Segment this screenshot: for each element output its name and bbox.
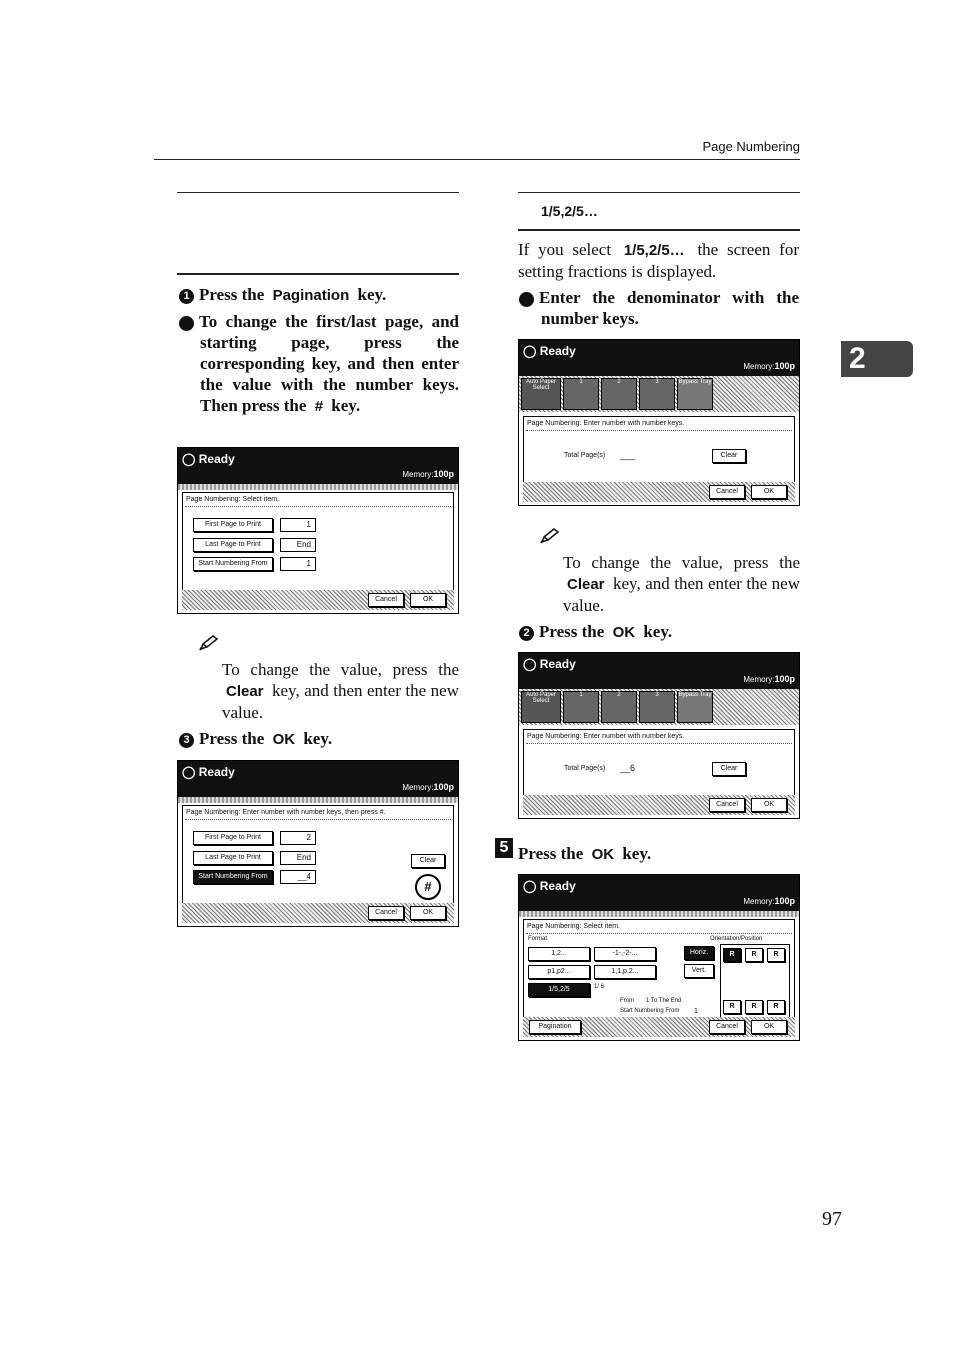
total-pages-value: __6 [620,763,636,773]
tray-3-button[interactable]: 3 [639,378,675,410]
tab-strip [178,484,458,490]
from-value: 1 To The End [646,998,682,1004]
section-title: 1/5,2/5… [541,203,598,219]
ok-button[interactable]: OK [410,906,446,920]
tab-strip [519,911,799,917]
tray-3-button[interactable]: 3 [639,691,675,723]
chapter-tab: 2 [841,341,913,377]
cancel-button[interactable]: Cancel [368,593,404,607]
left-step-1: 1 Press the Pagination key. [179,284,461,306]
format-1-2-button[interactable]: 1,2... [528,947,590,961]
tab-strip [178,797,458,803]
note-pencil-icon [540,528,560,544]
pagination-key-label: Pagination [272,287,350,304]
cancel-button[interactable]: Cancel [709,485,745,499]
first-page-value: 1 [280,518,316,532]
position-top-center[interactable]: R [745,948,763,962]
memory-indicator: Memory:100p [402,469,454,479]
start-numbering-button[interactable]: Start Numbering From [193,870,273,884]
right-step-5: Press the OK key. [518,844,652,863]
status-bar [178,448,458,484]
start-numbering-button[interactable]: Start Numbering From [193,557,273,571]
last-page-button[interactable]: Last Page to Print [193,538,273,552]
ready-status: ◯ Ready [523,657,576,671]
last-page-value: End [280,851,316,865]
left-section-rule-top [177,192,459,193]
ready-status: ◯ Ready [182,765,235,779]
dialog-panel [523,416,795,483]
cancel-button[interactable]: Cancel [709,1020,745,1034]
last-page-button[interactable]: Last Page to Print [193,851,273,865]
ok-button[interactable]: OK [410,593,446,607]
dialog-panel [523,729,795,796]
position-top-right[interactable]: R [767,948,785,962]
dialog-panel [182,492,454,591]
orientation-label: Orientation/Position [710,936,763,942]
tray-2-button[interactable]: 2 [601,378,637,410]
right-step-2: 2 Press the OK key. [519,621,801,643]
running-header: Page Numbering [702,139,800,154]
start-numbering-label: Start Numbering From [620,1008,680,1014]
pagination-button[interactable]: Pagination [529,1020,581,1034]
start-numbering-value: __4 [280,870,316,884]
left-step-2: 2 To change the first/last page, and starting page, press the corresponding key, and then enter the value with the number keys. Then press the # key. [172,312,459,415]
ready-status: ◯ Ready [182,452,235,466]
first-page-button[interactable]: First Page to Print [193,518,273,532]
dialog-title: Page Numbering: Enter number with number keys. [527,733,685,740]
format-p1-button[interactable]: p1,p2... [528,965,590,979]
right-section-rule-top [518,192,800,193]
dialog-title: Page Numbering: Select item. [527,923,620,930]
bypass-tray-button[interactable]: Bypass Tray [677,378,713,410]
status-bar [178,761,458,797]
left-section-rule-bottom [177,273,459,275]
memory-indicator: Memory:100p [402,782,454,792]
from-label: From [620,998,634,1004]
format-p1-1-button[interactable]: 1,1,p.2... [594,965,656,979]
tray-2-button[interactable]: 2 [601,691,637,723]
start-numbering-value: 1 [694,1008,698,1015]
total-pages-label: Total Page(s) [564,452,606,459]
fraction-value: 1/ 6 [594,984,605,990]
clear-button[interactable]: Clear [411,854,445,868]
bypass-tray-button[interactable]: Bypass Tray [677,691,713,723]
memory-indicator: Memory:100p [743,896,795,906]
auto-paper-button[interactable]: Auto Paper Select [521,691,561,723]
horizontal-button[interactable]: Horiz. [684,946,714,960]
paper-tray-row [519,689,799,725]
screen-select-item [177,447,459,614]
screen-total-pages-filled [518,652,800,819]
dialog-title: Page Numbering: Enter number with number keys, then press #. [186,809,386,816]
format-fraction-button[interactable]: 1/5,2/5 [528,983,590,997]
format-label: Format [528,936,548,942]
dialog-panel [182,805,454,904]
format-dash-button[interactable]: -1-,-2-... [594,947,656,961]
left-note-text: To change the value, press the Clear key, and then enter the new value. [222,660,459,722]
right-intro: If you select 1/5,2/5… the screen for setting fractions is displayed. [518,240,799,281]
first-page-button[interactable]: First Page to Print [193,831,273,845]
total-pages-label: Total Page(s) [564,765,606,772]
right-note-text: To change the value, press the Clear key, and then enter the new value. [563,553,800,615]
left-step-3: 3 Press the OK key. [179,728,461,750]
cancel-button[interactable]: Cancel [368,906,404,920]
cancel-button[interactable]: Cancel [709,798,745,812]
header-rule [154,159,800,160]
note-pencil-icon [199,635,219,651]
tray-1-button[interactable]: 1 [563,691,599,723]
screen-total-pages-empty [518,339,800,506]
screen-format-select [518,874,800,1041]
status-bar [519,340,799,376]
hash-key-button[interactable]: # [415,874,441,900]
clear-button[interactable]: Clear [712,449,746,463]
page-number: 97 [822,1208,842,1230]
position-bottom-left[interactable]: R [723,1000,741,1014]
vertical-button[interactable]: Vert. [684,964,714,978]
ready-status: ◯ Ready [523,879,576,893]
last-page-value: End [280,538,316,552]
screen-enter-number [177,760,459,927]
ok-button[interactable]: OK [751,1020,787,1034]
first-page-value: 2 [280,831,316,845]
position-bottom-right[interactable]: R [767,1000,785,1014]
dialog-title: Page Numbering: Select item. [186,496,279,503]
tray-1-button[interactable]: 1 [563,378,599,410]
ok-button[interactable]: OK [751,798,787,812]
step-5-marker: 5 [495,838,513,858]
paper-tray-row [519,376,799,412]
position-bottom-center[interactable]: R [745,1000,763,1014]
ready-status: ◯ Ready [523,344,576,358]
auto-paper-button[interactable]: Auto Paper Select [521,378,561,410]
total-pages-value: ___ [620,450,636,460]
clear-button[interactable]: Clear [712,762,746,776]
status-bar [519,875,799,911]
dialog-panel [523,919,795,1018]
memory-indicator: Memory:100p [743,361,795,371]
status-bar [519,653,799,689]
position-top-left[interactable]: R [723,948,741,962]
start-numbering-value: 1 [280,557,316,571]
ok-button[interactable]: OK [751,485,787,499]
dialog-title: Page Numbering: Enter number with number keys. [527,420,685,427]
right-section-rule-bottom [518,229,800,231]
memory-indicator: Memory:100p [743,674,795,684]
right-step-1: 1 Enter the denominator with the number keys. [512,288,799,328]
